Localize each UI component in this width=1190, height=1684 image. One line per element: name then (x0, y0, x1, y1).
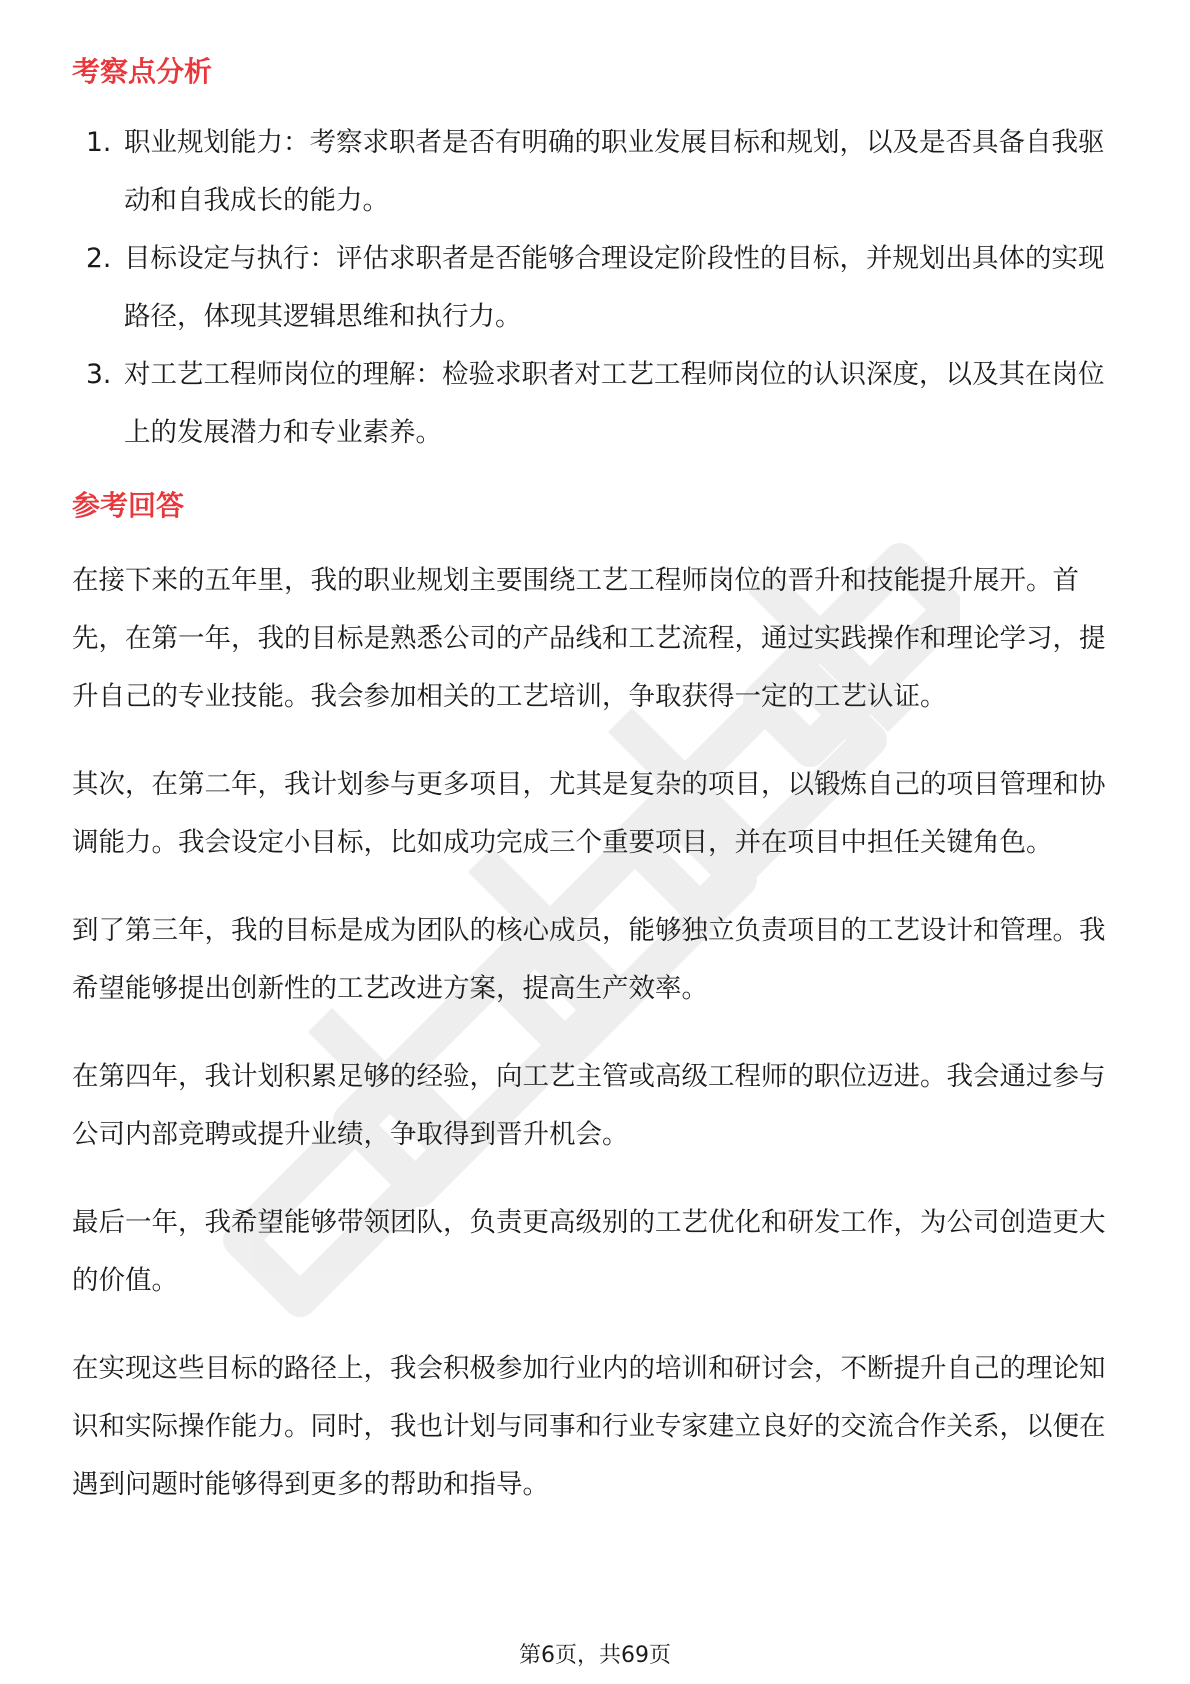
analysis-heading: 考察点分析 (72, 55, 213, 88)
answer-paragraph: 在实现这些目标的路径上，我会积极参加行业内的培训和研讨会，不断提升自己的理论知识和实际操作能力。同时，我也计划与同事和行业专家建立良好的交流合作关系，以便在遇到问题时能够得到更多的帮助和指导。 (72, 1353, 1106, 1500)
analysis-item-text: 目标设定与执行：评估求职者是否能够合理设定阶段性的目标，并规划出具体的实现路径，体现其逻辑思维和执行力。 (124, 243, 1105, 332)
analysis-item (72, 230, 1118, 346)
list-number: 1. (86, 127, 112, 158)
analysis-item (72, 114, 1118, 230)
answer-paragraph: 在接下来的五年里，我的职业规划主要围绕工艺工程师岗位的晋升和技能提升展开。首先，在第一年，我的目标是熟悉公司的产品线和工艺流程，通过实践操作和理论学习，提升自己的专业技能。我会参加相关的工艺培训，争取获得一定的工艺认证。 (72, 565, 1106, 712)
analysis-item-text: 对工艺工程师岗位的理解：检验求职者对工艺工程师岗位的认识深度，以及其在岗位上的发展潜力和专业素养。 (124, 359, 1105, 448)
answer-heading: 参考回答 (72, 489, 185, 522)
answer-paragraph: 其次，在第二年，我计划参与更多项目，尤其是复杂的项目，以锻炼自己的项目管理和协调能力。我会设定小目标，比如成功完成三个重要项目，并在项目中担任关键角色。 (72, 769, 1106, 858)
answer-paragraph: 最后一年，我希望能够带领团队，负责更高级别的工艺优化和研发工作，为公司创造更大的价值。 (72, 1207, 1106, 1296)
answer-paragraph: 到了第三年，我的目标是成为团队的核心成员，能够独立负责项目的工艺设计和管理。我希望能够提出创新性的工艺改进方案，提高生产效率。 (72, 915, 1106, 1004)
list-number: 2. (86, 243, 112, 274)
list-number: 3. (86, 359, 112, 390)
answer-paragraph: 在第四年，我计划积累足够的经验，向工艺主管或高级工程师的职位迈进。我会通过参与公司内部竞聘或提升业绩，争取得到晋升机会。 (72, 1061, 1106, 1150)
analysis-item-text: 职业规划能力：考察求职者是否有明确的职业发展目标和规划，以及是否具备自我驱动和自我成长的能力。 (124, 127, 1105, 216)
analysis-item (72, 346, 1118, 462)
page-number: 第6页，共69页 (519, 1643, 671, 1668)
analysis-list (72, 114, 1118, 462)
content-area (72, 48, 1118, 1514)
